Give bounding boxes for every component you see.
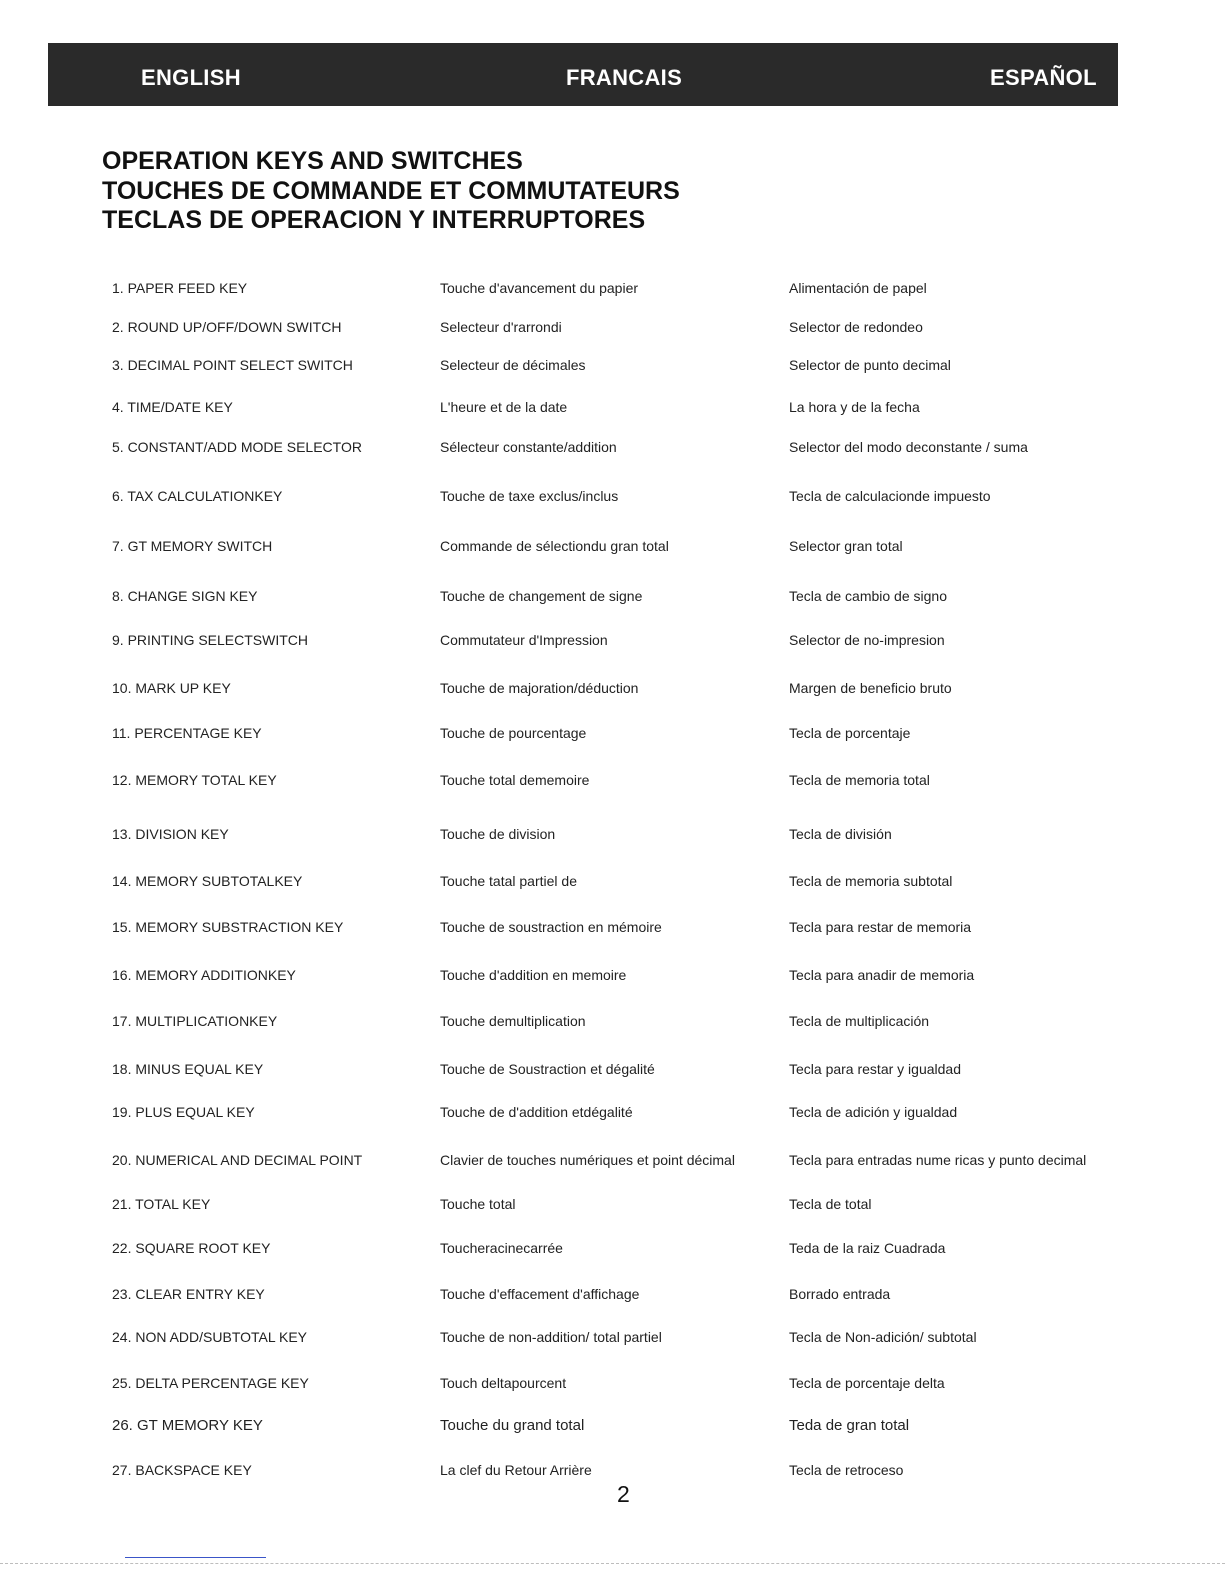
title-french: TOUCHES DE COMMANDE ET COMMUTATEURS: [102, 176, 680, 205]
key-name-french: L'heure et de la date: [440, 399, 568, 415]
key-name-french: Touche de non-addition/ total partiel: [440, 1329, 662, 1345]
key-name-french: Touch deltapourcent: [440, 1375, 567, 1391]
key-name-spanish: Selector de punto decimal: [789, 357, 951, 373]
key-name-spanish: Tecla de total: [789, 1196, 872, 1212]
key-name-spanish: Alimentación de papel: [789, 280, 927, 296]
key-name-english: 22. SQUARE ROOT KEY: [112, 1240, 271, 1256]
key-row: [0, 967, 1225, 991]
key-row: [0, 919, 1225, 943]
key-name-spanish: Tecla de calculacionde impuesto: [789, 488, 991, 504]
page-number: 2: [617, 1481, 630, 1507]
key-row: [0, 1462, 1225, 1486]
key-name-english: 14. MEMORY SUBTOTALKEY: [112, 873, 303, 889]
key-row: [0, 873, 1225, 897]
key-name-english: 10. MARK UP KEY: [112, 680, 231, 696]
header-espanol: ESPAÑOL: [990, 65, 1097, 90]
key-name-spanish: Tecla de cambio de signo: [789, 588, 947, 604]
key-name-english: 9. PRINTING SELECTSWITCH: [112, 632, 309, 648]
bottom-link-underline: [125, 1557, 266, 1558]
key-name-english: 26. GT MEMORY KEY: [112, 1417, 263, 1434]
key-row: [0, 399, 1225, 423]
key-row: [0, 772, 1225, 796]
key-name-french: Touche total dememoire: [440, 772, 590, 788]
key-name-english: 3. DECIMAL POINT SELECT SWITCH: [112, 357, 353, 373]
key-name-spanish: Tecla para restar y igualdad: [789, 1061, 961, 1077]
key-name-french: La clef du Retour Arrière: [440, 1462, 592, 1478]
key-name-french: Touche de soustraction en mémoire: [440, 919, 662, 935]
key-name-english: 13. DIVISION KEY: [112, 826, 229, 842]
key-row: [0, 826, 1225, 850]
key-name-english: 25. DELTA PERCENTAGE KEY: [112, 1375, 309, 1391]
key-name-spanish: Teda de la raiz Cuadrada: [789, 1240, 946, 1256]
key-name-french: Touche de changement de signe: [440, 588, 643, 604]
key-row: [0, 319, 1225, 343]
key-name-english: 8. CHANGE SIGN KEY: [112, 588, 258, 604]
header-francais: FRANCAIS: [566, 65, 683, 90]
header-english: ENGLISH: [141, 65, 241, 90]
key-name-french: Touche demultiplication: [440, 1013, 586, 1029]
key-name-french: Selecteur d'rarrondi: [440, 319, 562, 335]
key-row: [0, 1152, 1225, 1176]
key-name-spanish: Tecla para restar de memoria: [789, 919, 972, 935]
key-name-spanish: Tecla de Non-adición/ subtotal: [789, 1329, 977, 1345]
key-row: [0, 280, 1225, 304]
key-row: [0, 1286, 1225, 1310]
key-name-spanish: Tecla de porcentaje: [789, 725, 911, 741]
key-name-spanish: Margen de beneficio bruto: [789, 680, 952, 696]
key-name-english: 12. MEMORY TOTAL KEY: [112, 772, 277, 788]
key-name-english: 1. PAPER FEED KEY: [112, 280, 248, 296]
key-name-english: 16. MEMORY ADDITIONKEY: [112, 967, 296, 983]
key-name-english: 2. ROUND UP/OFF/DOWN SWITCH: [112, 319, 342, 335]
key-name-spanish: Tecla de adición y igualdad: [789, 1104, 958, 1120]
key-row: [0, 1196, 1225, 1220]
key-name-french: Touche d'addition en memoire: [440, 967, 627, 983]
key-name-english: 19. PLUS EQUAL KEY: [112, 1104, 255, 1120]
key-name-french: Touche total: [440, 1196, 516, 1212]
key-row: [0, 1104, 1225, 1128]
key-name-spanish: Tecla de memoria subtotal: [789, 873, 953, 889]
key-row: [0, 632, 1225, 656]
key-name-french: Touche tatal partiel de: [440, 873, 577, 889]
key-name-english: 4. TIME/DATE KEY: [112, 399, 233, 415]
key-row: [0, 1329, 1225, 1353]
key-name-spanish: Tecla de porcentaje delta: [789, 1375, 945, 1391]
key-row: [0, 1240, 1225, 1264]
key-name-english: 5. CONSTANT/ADD MODE SELECTOR: [112, 439, 362, 455]
key-name-french: Commutateur d'Impression: [440, 632, 608, 648]
key-name-french: Touche de Soustraction et dégalité: [440, 1061, 655, 1077]
title-spanish: TECLAS DE OPERACION Y INTERRUPTORES: [102, 206, 646, 234]
key-name-spanish: La hora y de la fecha: [789, 399, 920, 415]
key-name-spanish: Teda de gran total: [789, 1417, 910, 1434]
key-name-spanish: Tecla de multiplicación: [789, 1013, 930, 1029]
key-name-spanish: Selector del modo deconstante / suma: [789, 439, 1028, 455]
key-name-english: 24. NON ADD/SUBTOTAL KEY: [112, 1329, 308, 1345]
key-name-french: Touche d'effacement d'affichage: [440, 1286, 640, 1302]
language-header-bar: [48, 43, 1118, 106]
key-name-english: 21. TOTAL KEY: [112, 1196, 211, 1212]
key-row: [0, 588, 1225, 612]
key-name-spanish: Tecla para anadir de memoria: [789, 967, 975, 983]
key-row: [0, 1061, 1225, 1085]
key-name-spanish: Borrado entrada: [789, 1286, 891, 1302]
key-name-english: 23. CLEAR ENTRY KEY: [112, 1286, 265, 1302]
key-name-french: Selecteur de décimales: [440, 357, 586, 373]
key-name-spanish: Selector de no-impresion: [789, 632, 945, 648]
key-row: [0, 725, 1225, 749]
key-name-english: 7. GT MEMORY SWITCH: [112, 538, 273, 554]
title-english: OPERATION KEYS AND SWITCHES: [102, 147, 523, 175]
key-name-spanish: Tecla para entradas nume ricas y punto decimal: [789, 1152, 1087, 1168]
key-name-spanish: Selector gran total: [789, 538, 903, 554]
key-name-spanish: Tecla de división: [789, 826, 892, 842]
key-name-french: Touche de d'addition etdégalité: [440, 1104, 633, 1120]
key-row: [0, 1417, 1225, 1441]
key-name-french: Touche de division: [440, 826, 556, 842]
key-name-english: 15. MEMORY SUBSTRACTION KEY: [112, 919, 344, 935]
key-name-spanish: Tecla de memoria total: [789, 772, 930, 788]
key-name-english: 20. NUMERICAL AND DECIMAL POINT: [112, 1152, 363, 1168]
key-name-french: Commande de sélectiondu gran total: [440, 538, 669, 554]
key-name-english: 6. TAX CALCULATIONKEY: [112, 488, 283, 504]
key-row: [0, 680, 1225, 704]
key-name-spanish: Selector de redondeo: [789, 319, 923, 335]
key-row: [0, 439, 1225, 463]
key-name-french: Touche de taxe exclus/inclus: [440, 488, 619, 504]
key-name-french: Clavier de touches numériques et point décimal: [440, 1152, 735, 1168]
key-name-english: 18. MINUS EQUAL KEY: [112, 1061, 264, 1077]
key-name-english: 27. BACKSPACE KEY: [112, 1462, 252, 1478]
key-name-french: Touche de majoration/déduction: [440, 680, 639, 696]
key-name-french: Touche du grand total: [440, 1417, 585, 1434]
key-name-spanish: Tecla de retroceso: [789, 1462, 904, 1478]
key-row: [0, 1375, 1225, 1399]
key-row: [0, 1013, 1225, 1037]
key-name-french: Touche de pourcentage: [440, 725, 587, 741]
key-name-english: 17. MULTIPLICATIONKEY: [112, 1013, 278, 1029]
key-row: [0, 357, 1225, 381]
key-name-french: Touche d'avancement du papier: [440, 280, 639, 296]
key-row: [0, 488, 1225, 512]
key-row: [0, 538, 1225, 562]
key-name-english: 11. PERCENTAGE KEY: [112, 725, 262, 741]
key-name-french: Sélecteur constante/addition: [440, 439, 617, 455]
page-bottom-divider: [0, 1563, 1225, 1564]
section-titles: [102, 147, 680, 236]
key-name-french: Toucheracinecarrée: [440, 1240, 563, 1256]
